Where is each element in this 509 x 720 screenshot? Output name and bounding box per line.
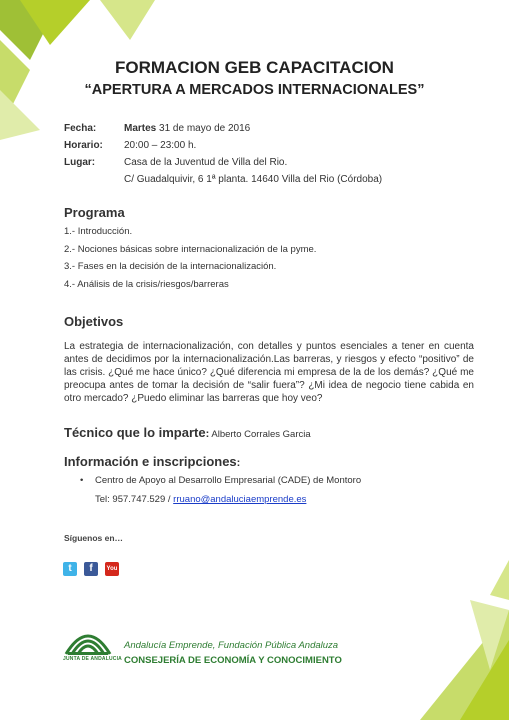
programa-item-4: 4.- Análisis de la crisis/riesgos/barreras — [64, 279, 229, 290]
fecha-date: 31 de mayo de 2016 — [156, 123, 251, 134]
fecha-value — [124, 123, 250, 134]
fecha-day: Martes — [124, 123, 157, 134]
info-heading: Información e inscripciones — [64, 454, 237, 469]
tecnico-colon: : — [205, 428, 210, 440]
top-left-shape-4 — [100, 0, 155, 40]
footer-org-line: Andalucía Emprende, Fundación Pública Andaluza — [124, 640, 339, 651]
lugar-label: Lugar: — [64, 157, 96, 168]
lugar-value-line1: Casa de la Juventud de Villa del Rio. — [124, 157, 288, 168]
tecnico-name: Alberto Corrales Garcia — [209, 429, 311, 440]
objetivos-text: La estrategia de internacionalización, con detalles y puntos esenciales a tener en cuenta antes de decidimos por la internacionalización.Las barreras, y riesgos y efecto “positivo” de las crisis. ¿Qué me hace único? ¿Qué diferencia mi empresa de la de los demás? ¿Qué me preocupa antes de tomar la decisión de “salir fuera”? ¿Mi idea de negocio tiene cabida en otro mercado? ¿Puedo eliminar las barreras que hoy veo? — [64, 341, 474, 404]
fecha-label: Fecha: — [64, 123, 97, 134]
bottom-right-shape-4 — [490, 560, 509, 600]
bullet-dot: • — [80, 475, 84, 486]
horario-value: 20:00 – 23:00 h. — [124, 140, 197, 151]
page-subtitle: “APERTURA A MERCADOS INTERNACIONALES” — [84, 82, 425, 98]
programa-heading: Programa — [64, 205, 125, 220]
page-title: FORMACION GEB CAPACITACION — [115, 58, 394, 77]
lugar-value-line2: C/ Guadalquivir, 6 1ª planta. 14640 Villa del Rio (Córdoba) — [124, 174, 383, 185]
info-tel: Tel: 957.747.529 / — [95, 494, 174, 505]
programa-item-3: 3.- Fases en la decisión de la internacionalización. — [64, 261, 277, 272]
facebook-icon[interactable]: f — [84, 562, 98, 576]
follow-label: Síguenos en… — [64, 533, 124, 543]
info-line — [64, 453, 240, 471]
tecnico-heading: Técnico que lo imparte — [64, 425, 206, 440]
twitter-icon[interactable]: t — [63, 562, 77, 576]
email-link[interactable]: rruano@andaluciaemprende.es — [173, 494, 307, 505]
youtube-icon[interactable] — [105, 562, 119, 576]
junta-label: JUNTA DE ANDALUCIA — [63, 656, 122, 662]
info-colon: : — [236, 457, 241, 469]
info-center: Centro de Apoyo al Desarrollo Empresarial (CADE) de Montoro — [95, 475, 362, 486]
programa-item-1: 1.- Introducción. — [64, 226, 133, 237]
footer-consejeria: CONSEJERÍA DE ECONOMÍA Y CONOCIMIENTO — [124, 655, 342, 666]
tecnico-line — [64, 424, 311, 442]
info-contact — [95, 494, 306, 505]
youtube-icon-text: You — [106, 566, 118, 572]
horario-label: Horario: — [64, 140, 103, 151]
programa-item-2: 2.- Nociones básicas sobre internacionalización de la pyme. — [64, 244, 317, 255]
objetivos-heading: Objetivos — [64, 314, 124, 329]
junta-andalucia-logo-icon — [62, 624, 114, 656]
